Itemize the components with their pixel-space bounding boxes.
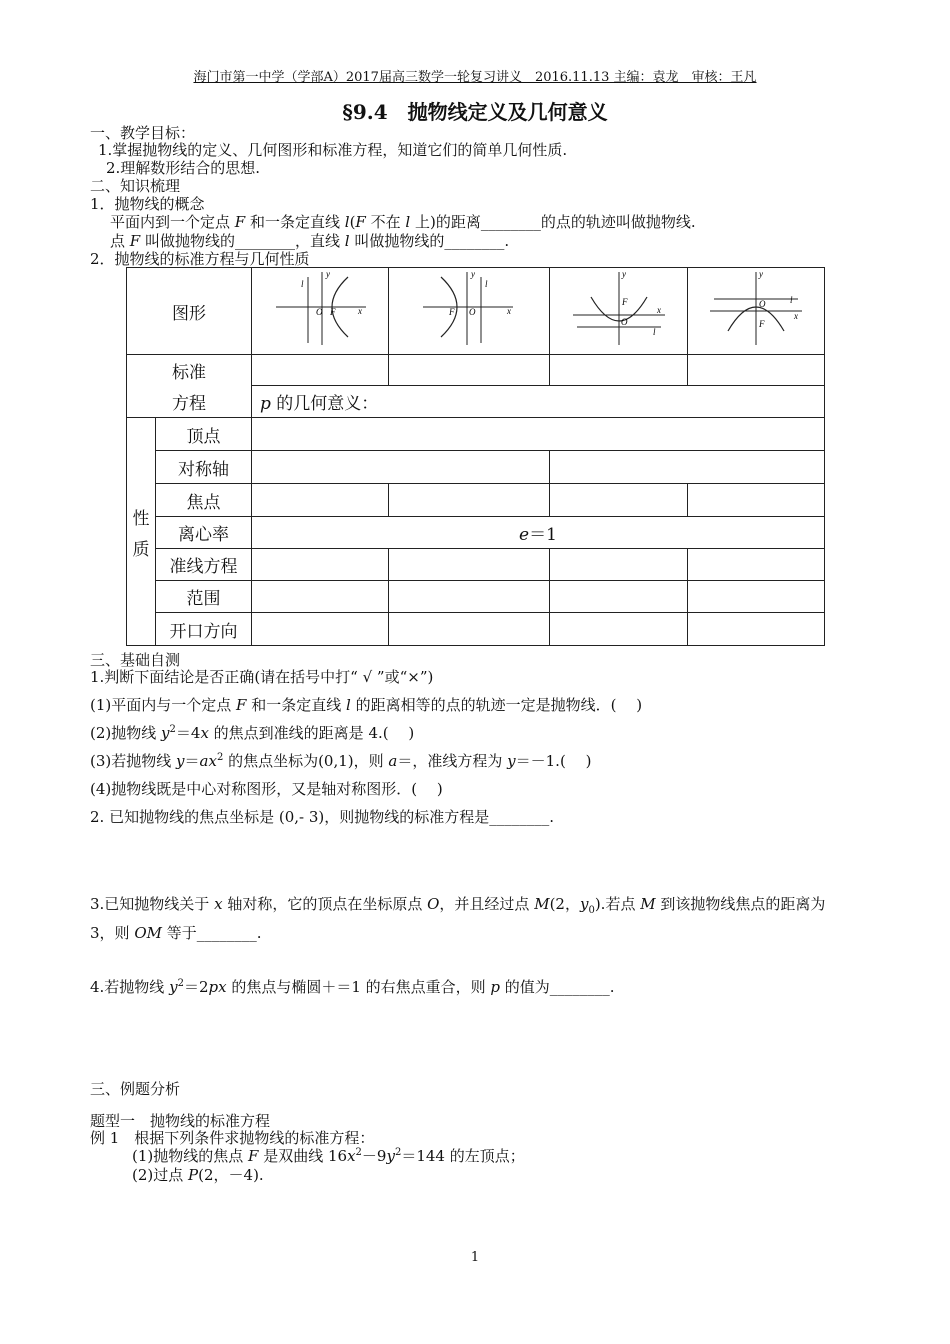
graph3-focus-label: F xyxy=(621,296,627,307)
graph3-origin-label: O xyxy=(620,316,627,327)
example-1-part-1: (1)抛物线的焦点 F 是双曲线 $16x^2-9y^2=144$ 的左顶点； xyxy=(132,1147,525,1165)
row-label-figure: 图形 xyxy=(127,268,252,355)
graph1-directrix-label: l xyxy=(301,278,304,289)
cell-focus-2 xyxy=(389,484,550,517)
graph-open-down xyxy=(688,268,825,355)
page-number: 1 xyxy=(470,1250,480,1265)
graph4-directrix-label: l xyxy=(790,294,793,305)
graph2-x-label: x xyxy=(507,305,511,316)
cell-opening-2 xyxy=(389,613,550,646)
question-1-2: (2)抛物线 $y^2=4x$ 的焦点到准线的距离是 4.( ) xyxy=(90,724,415,742)
row-label-eccentricity: 离心率 xyxy=(156,517,252,549)
graph1-focus-label: F xyxy=(330,306,336,317)
row-label-opening: 开口方向 xyxy=(156,613,252,646)
question-3: 3.已知抛物线关于 x 轴对称，它的顶点在坐标原点 O，并且经过点 M(2，$y_0$).若点 M 到该抛物线焦点的距离为 xyxy=(90,895,826,916)
cell-focus-1 xyxy=(252,484,389,517)
question-1: 1.判断下面结论是否正确(请在括号中打“ √ ”或“×”) xyxy=(90,668,434,686)
graph3-y-label: y xyxy=(621,268,626,279)
section-examples: 三、例题分析 xyxy=(90,1080,181,1098)
row-label-properties: 性 质 xyxy=(127,418,156,646)
goal-1: 1.掌握抛物线的定义、几何图形和标准方程，知道它们的简单几何性质. xyxy=(98,141,568,159)
concept-title: 1．抛物线的概念 xyxy=(90,195,205,213)
cell-eccentricity: e＝1 xyxy=(252,517,825,549)
row-label-directrix: 准线方程 xyxy=(156,549,252,581)
graph-open-right xyxy=(252,268,389,355)
cell-directrix-3 xyxy=(550,549,688,581)
graph1-y-label: y xyxy=(326,268,330,279)
graph1-x-label: x xyxy=(358,305,362,316)
cell-equation-4 xyxy=(688,355,825,386)
graph1-origin-label: O xyxy=(316,306,323,317)
row-label-focus: 焦点 xyxy=(156,484,252,517)
example-1-part-2: (2)过点 P(2，－4). xyxy=(132,1166,264,1184)
concept-focus-directrix: 点 F 叫做抛物线的________，直线 l 叫做抛物线的________. xyxy=(110,232,510,250)
graph2-focus-label: F xyxy=(449,306,455,317)
cell-range-2 xyxy=(389,581,550,613)
question-4: 4.若抛物线 $y^2=2px$ 的焦点与椭圆＋＝1 的右焦点重合，则 p 的值为________. xyxy=(90,978,615,996)
cell-axis-2 xyxy=(550,451,825,484)
question-1-3: (3)若抛物线 $y=ax^2$ 的焦点坐标为(0,1)，则 a＝，准线方程为 y＝－1.( ) xyxy=(90,752,592,770)
question-1-1: (1)平面内与一个定点 F 和一条定直线 l 的距离相等的点的轨迹一定是抛物线．( ) xyxy=(90,696,643,714)
cell-directrix-4 xyxy=(688,549,825,581)
cell-equation-2 xyxy=(389,355,550,386)
concept-definition: 平面内到一个定点 F 和一条定直线 l(F 不在 l 上)的距离________的点的轨迹叫做抛物线. xyxy=(110,213,696,231)
question-1-4: (4)抛物线既是中心对称图形，又是轴对称图形．( ) xyxy=(90,780,443,798)
question-type-1: 题型一 抛物线的标准方程 xyxy=(90,1112,271,1130)
cell-vertex xyxy=(252,418,825,451)
running-header: 海门市第一中学（学部A）2017届高三数学一轮复习讲义 2016.11.13 主编：袁龙 审核：王凡 xyxy=(193,70,757,85)
cell-focus-4 xyxy=(688,484,825,517)
cell-directrix-2 xyxy=(389,549,550,581)
cell-directrix-1 xyxy=(252,549,389,581)
row-label-vertex: 顶点 xyxy=(156,418,252,451)
cell-range-1 xyxy=(252,581,389,613)
cell-equation-1 xyxy=(252,355,389,386)
cell-opening-4 xyxy=(688,613,825,646)
graph3-x-label: x xyxy=(656,304,661,315)
graph-open-up xyxy=(550,268,688,355)
p-meaning-cell: p 的几何意义： xyxy=(252,386,825,418)
cell-range-4 xyxy=(688,581,825,613)
graph-open-left xyxy=(389,268,550,355)
graph3-directrix-label: l xyxy=(652,326,656,337)
parabola-properties-table xyxy=(126,267,825,646)
row-label-range: 范围 xyxy=(156,581,252,613)
section-goals: 一、教学目标： xyxy=(90,124,196,142)
graph2-y-label: y xyxy=(471,268,475,279)
cell-range-3 xyxy=(550,581,688,613)
cell-opening-1 xyxy=(252,613,389,646)
row-label-axis: 对称轴 xyxy=(156,451,252,484)
section-knowledge: 二、知识梳理 xyxy=(90,177,181,195)
graph4-origin-label: O xyxy=(759,298,766,309)
cell-axis-1 xyxy=(252,451,550,484)
cell-focus-3 xyxy=(550,484,688,517)
example-1: 例 1 根据下列条件求抛物线的标准方程： xyxy=(90,1129,375,1147)
table-title: 2．抛物线的标准方程与几何性质 xyxy=(90,250,310,268)
question-3-cont: 3，则 OM 等于________. xyxy=(90,924,262,942)
graph4-y-label: y xyxy=(759,268,763,279)
cell-equation-3 xyxy=(550,355,688,386)
section-self-test: 三、基础自测 xyxy=(90,651,181,669)
row-label-standard-equation: 标准 方程 xyxy=(127,355,252,418)
graph4-x-label: x xyxy=(794,310,798,321)
goal-2: 2.理解数形结合的思想. xyxy=(106,159,261,177)
graph4-focus-label: F xyxy=(759,318,765,329)
question-2: 2. 已知抛物线的焦点坐标是 (0,- 3)，则抛物线的标准方程是________. xyxy=(90,808,555,826)
cell-opening-3 xyxy=(550,613,688,646)
page-title: §9.4 抛物线定义及几何意义 xyxy=(342,100,608,124)
graph2-origin-label: O xyxy=(469,306,476,317)
graph2-directrix-label: l xyxy=(485,278,488,289)
